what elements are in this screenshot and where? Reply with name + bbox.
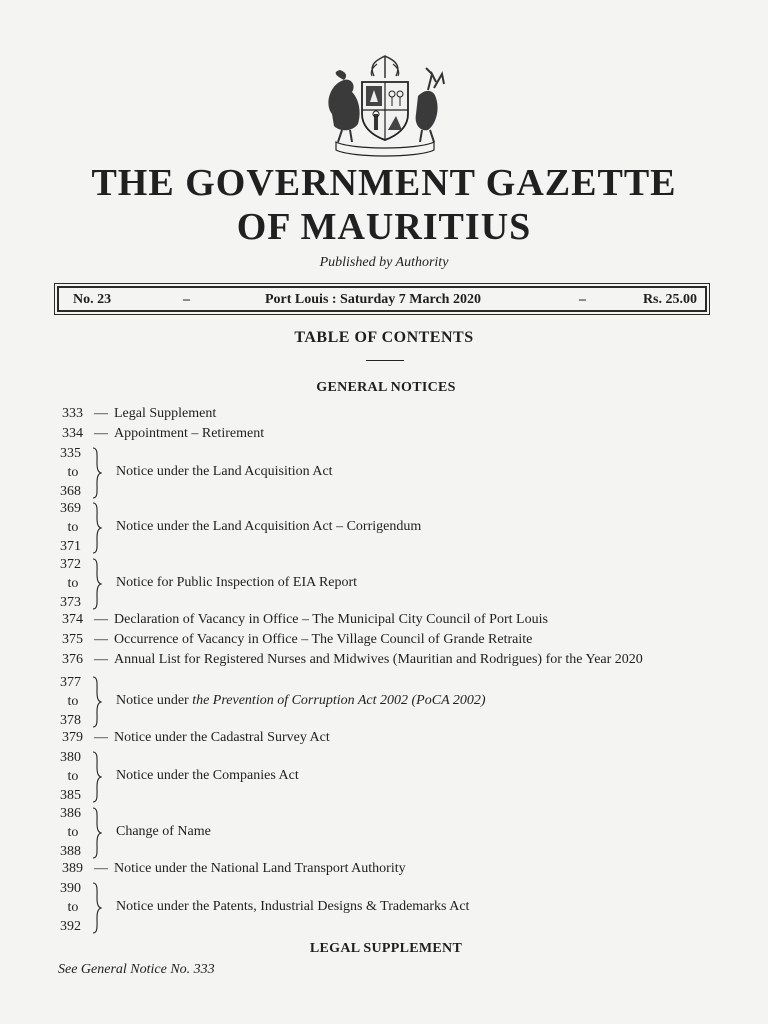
issue-dash-2: – bbox=[579, 292, 586, 307]
toc-entry bbox=[62, 405, 216, 423]
toc-heading: TABLE OF CONTENTS bbox=[294, 329, 474, 346]
act-name-italic: the Prevention of Corruption Act 2002 (PoCA 2002) bbox=[192, 693, 486, 708]
notice-title bbox=[116, 692, 486, 710]
notice-title: Declaration of Vacancy in Office – The Municipal City Council of Port Louis bbox=[114, 612, 548, 627]
toc-range-entry bbox=[62, 880, 722, 936]
toc-entry bbox=[62, 860, 406, 878]
notice-title: Change of Name bbox=[116, 824, 211, 839]
brace-icon bbox=[92, 558, 102, 610]
issue-price: Rs. 25.00 bbox=[642, 292, 697, 307]
published-by-authority: Published by Authority bbox=[319, 255, 449, 270]
range-end-number: 371 bbox=[60, 539, 81, 554]
range-to-label: to bbox=[67, 465, 79, 480]
gazette-title-line2: OF MAURITIUS bbox=[236, 206, 532, 248]
entry-dash: — bbox=[94, 426, 108, 441]
brace-icon bbox=[92, 807, 102, 859]
notice-title: Appointment – Retirement bbox=[114, 426, 265, 441]
entry-dash: — bbox=[94, 632, 108, 647]
gazette-title-line1: THE GOVERNMENT GAZETTE bbox=[91, 162, 677, 204]
see-general-notice: See General Notice No. 333 bbox=[58, 962, 215, 977]
issue-date: Port Louis : Saturday 7 March 2020 bbox=[265, 292, 481, 307]
notice-title: Notice under the Companies Act bbox=[116, 768, 299, 783]
notice-title: Notice under the Land Acquisition Act – Corrigendum bbox=[116, 519, 422, 534]
general-notices-heading: GENERAL NOTICES bbox=[316, 380, 456, 395]
brace-icon bbox=[92, 751, 102, 803]
range-start-number: 380 bbox=[60, 750, 81, 765]
brace-icon bbox=[92, 502, 102, 554]
notice-number: 379 bbox=[62, 730, 83, 745]
range-to-label: to bbox=[67, 576, 79, 591]
range-start-number: 377 bbox=[60, 675, 81, 690]
brace-icon bbox=[92, 447, 102, 499]
entry-dash: — bbox=[94, 612, 108, 627]
notice-title: Notice under the National Land Transport Authority bbox=[114, 861, 406, 876]
range-to-label: to bbox=[67, 694, 79, 709]
toc-entry bbox=[62, 729, 330, 747]
notice-title: Notice under the Cadastral Survey Act bbox=[114, 730, 330, 745]
notice-number: 376 bbox=[62, 652, 83, 667]
range-start-number: 390 bbox=[60, 881, 81, 896]
entry-dash: — bbox=[94, 652, 108, 667]
notice-title: Annual List for Registered Nurses and Midwives (Mauritian and Rodrigues) for the Year 2020 bbox=[114, 652, 643, 667]
toc-entry bbox=[62, 651, 643, 669]
range-end-number: 392 bbox=[60, 919, 81, 934]
range-to-label: to bbox=[67, 769, 79, 784]
notice-number: 389 bbox=[62, 861, 83, 876]
range-end-number: 373 bbox=[60, 595, 81, 610]
notice-title: Occurrence of Vacancy in Office – The Village Council of Grande Retraite bbox=[114, 632, 533, 647]
notice-number: 333 bbox=[62, 406, 83, 421]
range-start-number: 372 bbox=[60, 557, 81, 572]
range-end-number: 378 bbox=[60, 713, 81, 728]
notice-title: Notice under the Patents, Industrial Designs & Trademarks Act bbox=[116, 899, 470, 914]
notice-title-prefix: Notice under bbox=[116, 693, 193, 708]
range-to-label: to bbox=[67, 825, 79, 840]
entry-dash: — bbox=[94, 861, 108, 876]
range-end-number: 368 bbox=[60, 484, 81, 499]
entry-dash: — bbox=[94, 730, 108, 745]
notice-number: 334 bbox=[62, 426, 83, 441]
brace-icon bbox=[92, 676, 102, 728]
entry-dash: — bbox=[94, 406, 108, 421]
notice-number: 374 bbox=[62, 612, 83, 627]
range-start-number: 386 bbox=[60, 806, 81, 821]
issue-number: No. 23 bbox=[73, 292, 112, 307]
toc-entry bbox=[62, 631, 532, 649]
range-start-number: 369 bbox=[60, 501, 81, 516]
range-end-number: 388 bbox=[60, 844, 81, 859]
toc-range-entry bbox=[62, 500, 722, 556]
range-end-number: 385 bbox=[60, 788, 81, 803]
issue-dash-1: – bbox=[183, 292, 190, 307]
range-to-label: to bbox=[67, 900, 79, 915]
toc-range-entry bbox=[62, 805, 722, 861]
notice-title: Notice under the Land Acquisition Act bbox=[116, 464, 333, 479]
legal-supplement-heading: LEGAL SUPPLEMENT bbox=[309, 941, 463, 956]
notice-title: Legal Supplement bbox=[114, 406, 217, 421]
toc-range-entry bbox=[62, 749, 722, 805]
range-to-label: to bbox=[67, 520, 79, 535]
toc-entry bbox=[62, 611, 548, 629]
toc-range-entry bbox=[62, 445, 722, 501]
range-start-number: 335 bbox=[60, 446, 81, 461]
toc-entry bbox=[62, 425, 264, 443]
brace-icon bbox=[92, 882, 102, 934]
notice-number: 375 bbox=[62, 632, 83, 647]
notice-title: Notice for Public Inspection of EIA Report bbox=[116, 575, 358, 590]
toc-range-entry bbox=[62, 674, 722, 730]
toc-range-entry bbox=[62, 556, 722, 612]
